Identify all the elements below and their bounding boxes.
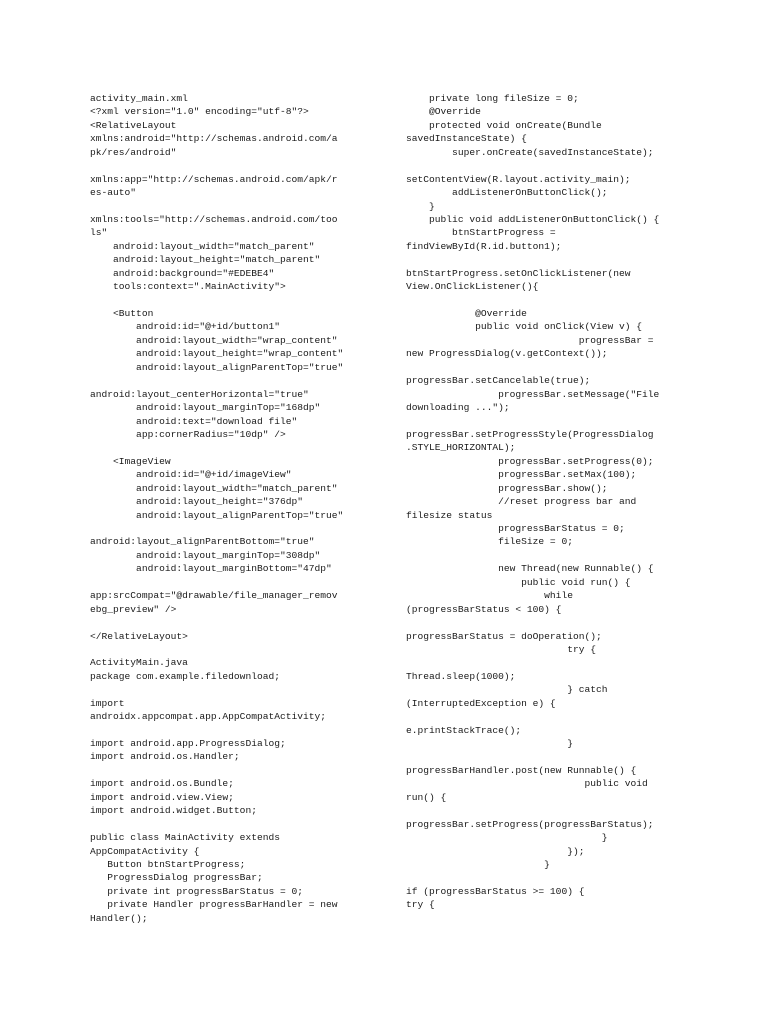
code-line: android:layout_marginTop="168dp" [90, 402, 321, 414]
code-line: progressBar.setCancelable(true); [406, 375, 591, 387]
code-line: Button btnStartProgress; [90, 858, 246, 870]
code-line: es-auto" [90, 187, 137, 199]
code-line: private long fileSize = 0; [406, 93, 579, 104]
code-line [406, 804, 678, 817]
code-line: public void [406, 778, 648, 790]
code-line: findViewById(R.id.button1); [406, 240, 562, 252]
code-line: new Thread(new Runnable() { [406, 563, 654, 575]
code-line: } [406, 738, 573, 749]
code-line: protected void onCreate(Bundle [406, 119, 602, 131]
code-line: pk/res/android" [90, 146, 177, 158]
code-line: AppCompatActivity { [90, 845, 200, 857]
code-line: import android.view.View; [90, 791, 234, 803]
code-line: app:srcCompat="@drawable/file_manager_remov [90, 590, 338, 602]
code-line: android:layout_height="match_parent" [90, 254, 321, 266]
code-line [406, 616, 678, 629]
code-line [90, 441, 365, 454]
code-line [90, 200, 365, 213]
code-line: progressBar = [406, 334, 654, 346]
code-line [90, 576, 365, 589]
code-line: btnStartProgress.setOnClickListener(new [406, 267, 631, 279]
code-line [90, 159, 365, 172]
code-line: new ProgressDialog(v.getContext()); [406, 348, 608, 360]
code-line: activity_main.xml [90, 93, 188, 104]
code-line [90, 643, 365, 656]
code-line: import android.widget.Button; [90, 805, 257, 817]
code-line: filesize status [406, 509, 493, 521]
code-line [406, 415, 678, 428]
code-line: android:layout_alignParentTop="true" [90, 361, 344, 373]
right-code-column [406, 92, 678, 912]
code-line: }); [406, 845, 585, 857]
code-line [406, 750, 678, 763]
code-line: if (progressBarStatus >= 100) { [406, 885, 585, 897]
code-line: downloading ..."); [406, 402, 510, 414]
code-line: android:background="#EDEBE4" [90, 267, 275, 279]
code-line: fileSize = 0; [406, 536, 573, 548]
code-line: ls" [90, 227, 108, 239]
code-line: ActivityMain.java [90, 657, 188, 669]
code-line: (progressBarStatus < 100) { [406, 603, 562, 615]
code-line: import [90, 697, 125, 709]
code-line: package com.example.filedownload; [90, 670, 280, 682]
code-line: progressBar.setMax(100); [406, 469, 637, 481]
code-line: setContentView(R.layout.activity_main); [406, 173, 631, 185]
code-line [406, 159, 678, 172]
code-line: android:layout_height="wrap_content" [90, 348, 344, 360]
code-line [90, 818, 365, 831]
code-line: ebg_preview" /> [90, 603, 177, 615]
code-line: ProgressDialog progressBar; [90, 872, 263, 884]
code-line [90, 294, 365, 307]
code-line [90, 724, 365, 737]
code-line: progressBar.setProgress(progressBarStatus); [406, 818, 654, 830]
left-code-column [90, 92, 365, 925]
code-line: super.onCreate(savedInstanceState); [406, 146, 654, 158]
code-line [406, 549, 678, 562]
code-line: </RelativeLayout> [90, 630, 188, 642]
code-line [90, 374, 365, 387]
code-line: progressBar.show(); [406, 482, 608, 494]
code-line [406, 656, 678, 669]
code-line: (InterruptedException e) { [406, 697, 556, 709]
code-line: android:text="download file" [90, 415, 298, 427]
code-line [90, 616, 365, 629]
code-line: <?xml version="1.0" encoding="utf-8"?> [90, 106, 309, 118]
code-line: import android.app.ProgressDialog; [90, 738, 286, 749]
code-line: //reset progress bar and [406, 496, 637, 508]
code-line: android:id="@+id/button1" [90, 321, 280, 333]
code-line: progressBarStatus = 0; [406, 523, 625, 534]
code-line: Thread.sleep(1000); [406, 670, 516, 682]
code-line: while [406, 590, 573, 602]
code-line: <Button [90, 308, 154, 319]
code-line: android:layout_marginBottom="47dp" [90, 563, 332, 575]
code-line: try { [406, 899, 435, 911]
code-line: import android.os.Bundle; [90, 778, 234, 790]
code-line: savedInstanceState) { [406, 133, 527, 145]
code-line: android:layout_alignParentTop="true" [90, 509, 344, 521]
code-line [90, 764, 365, 777]
code-line: progressBarHandler.post(new Runnable() { [406, 764, 637, 776]
code-line: try { [406, 643, 596, 655]
code-line: } [406, 858, 550, 870]
code-line [406, 871, 678, 884]
code-line: } catch [406, 684, 608, 696]
code-line: android:layout_width="wrap_content" [90, 334, 338, 346]
code-line: xmlns:android="http://schemas.android.com/a [90, 133, 338, 145]
code-line: android:layout_height="376dp" [90, 496, 304, 508]
code-line: android:layout_centerHorizontal="true" [90, 388, 309, 400]
code-line: btnStartProgress = [406, 227, 556, 239]
code-line [406, 253, 678, 266]
code-line: run() { [406, 791, 447, 803]
code-line: private int progressBarStatus = 0; [90, 885, 304, 897]
code-line: public class MainActivity extends [90, 832, 280, 844]
code-line [90, 683, 365, 696]
code-line: private Handler progressBarHandler = new [90, 899, 338, 911]
code-line: android:layout_width="match_parent" [90, 240, 315, 252]
code-line: tools:context=".MainActivity"> [90, 281, 286, 293]
code-line: public void run() { [406, 576, 631, 588]
code-line: xmlns:app="http://schemas.android.com/apk/r [90, 173, 338, 185]
code-line: addListenerOnButtonClick(); [406, 187, 608, 199]
code-line: progressBar.setProgress(0); [406, 455, 654, 467]
code-line: @Override [406, 308, 527, 319]
code-line [406, 710, 678, 723]
code-line: public void addListenerOnButtonClick() { [406, 213, 660, 225]
code-line [406, 361, 678, 374]
code-line: progressBar.setProgressStyle(ProgressDialog [406, 428, 654, 440]
code-line: progressBarStatus = doOperation(); [406, 630, 602, 642]
code-line: @Override [406, 106, 481, 118]
code-line: } [406, 832, 608, 844]
code-line: .STYLE_HORIZONTAL); [406, 442, 516, 454]
code-line: e.printStackTrace(); [406, 724, 522, 736]
code-line: Handler(); [90, 912, 148, 924]
code-line: } [406, 200, 435, 212]
code-line: androidx.appcompat.app.AppCompatActivity; [90, 711, 327, 723]
code-line: <ImageView [90, 455, 171, 467]
code-line: android:layout_width="match_parent" [90, 482, 338, 494]
code-line: xmlns:tools="http://schemas.android.com/too [90, 213, 338, 225]
code-line [406, 294, 678, 307]
code-line: progressBar.setMessage("File [406, 388, 660, 400]
code-line: android:layout_alignParentBottom="true" [90, 536, 315, 548]
code-line: <RelativeLayout [90, 119, 177, 131]
code-line: View.OnClickListener(){ [406, 281, 539, 293]
code-line [90, 522, 365, 535]
code-line: public void onClick(View v) { [406, 321, 643, 333]
code-line: import android.os.Handler; [90, 751, 240, 763]
code-line: android:id="@+id/imageView" [90, 469, 292, 481]
code-line: app:cornerRadius="10dp" /> [90, 428, 286, 440]
code-line: android:layout_marginTop="308dp" [90, 549, 321, 561]
